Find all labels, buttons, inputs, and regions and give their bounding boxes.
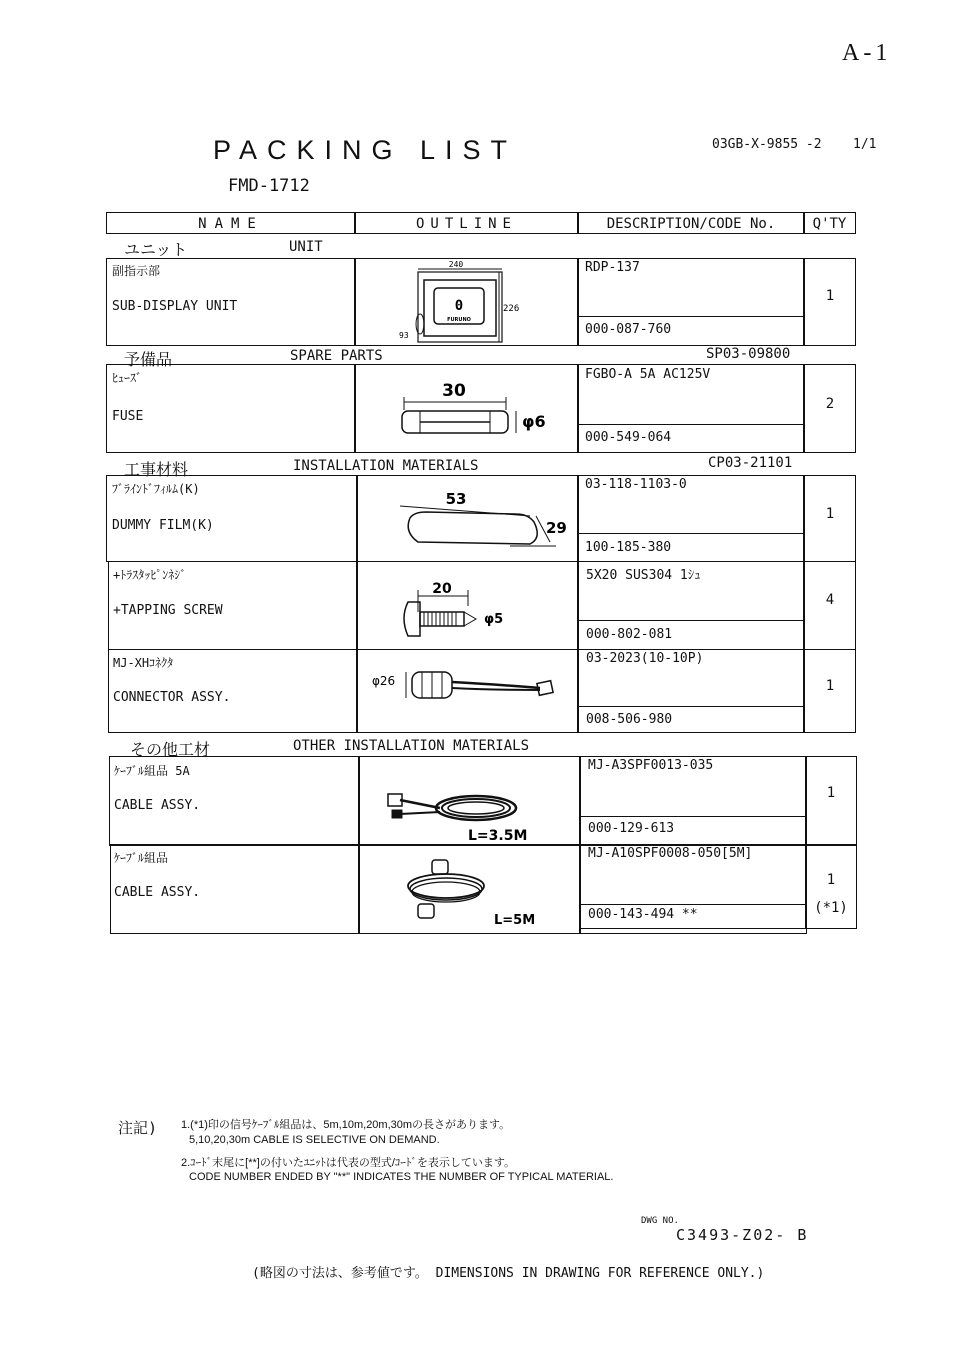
item-en-name: SUB-DISPLAY UNIT [112, 299, 238, 314]
section-other-en: OTHER INSTALLATION MATERIALS [293, 738, 530, 754]
film-height-dim: 29 [546, 519, 567, 537]
item-description: FGBO-A 5A AC125V [585, 367, 711, 382]
item-quantity: 1 [826, 872, 836, 888]
tapping-screw-drawing [396, 576, 526, 644]
section-spare-jp: 予備品 [124, 350, 173, 369]
document-number: 03GB-X-9855 -2 [712, 137, 822, 152]
item-jp-name: +ﾄﾗｽﾀｯﾋﾟﾝﾈｼﾞ [113, 568, 187, 582]
cable2-length-dim: L=5M [494, 913, 536, 928]
section-spare-en: SPARE PARTS [290, 348, 383, 364]
item-jp-name: ﾋｭｰｽﾞ [112, 371, 143, 385]
section-install-jp: 工事材料 [124, 460, 189, 479]
page-number: A-1 [842, 40, 892, 66]
item-code: 100-185-380 [585, 540, 672, 555]
screw-diameter-dim: φ5 [484, 612, 504, 627]
cable-assy-drawing [380, 778, 540, 842]
item-description: MJ-A3SPF0013-035 [588, 758, 714, 773]
dummy-film-drawing [390, 488, 570, 552]
header-quantity: Q'TY [803, 212, 856, 234]
item-code: 000-549-064 [585, 430, 672, 445]
drawing-number: C3493-Z02- B [676, 1226, 809, 1244]
page-title: PACKING LIST [213, 135, 518, 165]
header-name: NAME [106, 212, 356, 234]
item-description: 03-118-1103-0 [585, 477, 687, 492]
svg-text:0: 0 [454, 298, 464, 314]
section-install-en: INSTALLATION MATERIALS [293, 458, 479, 474]
section-unit-jp: ユニット [124, 240, 188, 259]
notes-label: 注記) [118, 1119, 158, 1137]
section-spare-code: SP03-09800 [706, 346, 791, 362]
item-code: 008-506-980 [586, 712, 673, 727]
item-quantity-note: (*1) [814, 900, 848, 916]
screw-length-dim: 20 [432, 581, 452, 597]
drawing-number-label: DWG NO. [641, 1216, 679, 1226]
item-code: 000-143-494 ** [588, 907, 698, 922]
item-quantity: 4 [825, 592, 835, 608]
footer-reference-note: (略図の寸法は、参考値です。 DIMENSIONS IN DRAWING FOR REFERENCE ONLY.) [252, 1266, 765, 1281]
sheet-number: 1/1 [853, 137, 877, 152]
item-en-name: DUMMY FILM(K) [112, 518, 214, 533]
item-jp-name: MJ-XHｺﾈｸﾀ [113, 656, 174, 670]
unit-logo: FURUNO [447, 317, 471, 323]
cable1-length-dim: L=3.5M [468, 828, 528, 842]
item-description: 5X20 SUS304 1ｼｭ [586, 568, 701, 583]
connector-assy-drawing [370, 664, 570, 712]
section-unit-en: UNIT [289, 239, 323, 255]
fuse-length-dim: 30 [442, 381, 466, 401]
item-description: MJ-A10SPF0008-050[5M] [588, 846, 753, 861]
fuse-diameter-dim: φ6 [522, 412, 546, 431]
item-en-name: CONNECTOR ASSY. [113, 690, 231, 705]
unit-height-dim: 226 [503, 304, 520, 314]
cable-assy-5m-drawing [396, 856, 536, 928]
item-en-name: +TAPPING SCREW [113, 603, 223, 618]
item-jp-name: ｹｰﾌﾞﾙ組品 [114, 851, 169, 865]
item-en-name: FUSE [112, 409, 144, 424]
item-quantity: 1 [826, 785, 836, 801]
item-en-name: CABLE ASSY. [114, 885, 201, 900]
note-2-en: CODE NUMBER ENDED BY "**" INDICATES THE NUMBER OF TYPICAL MATERIAL. [189, 1171, 614, 1183]
model-number: FMD-1712 [228, 176, 310, 196]
item-jp-name: ﾌﾞﾗｲﾝﾄﾞﾌｨﾙﾑ(K) [112, 482, 200, 496]
item-description: RDP-137 [585, 260, 640, 275]
unit-depth-dim: 93 [399, 331, 409, 340]
section-other-jp: その他工材 [130, 740, 211, 759]
header-outline: OUTLINE [354, 212, 579, 234]
fuse-drawing [390, 378, 560, 442]
item-description: 03-2023(10-10P) [586, 651, 704, 666]
item-quantity: 1 [825, 506, 835, 522]
section-install-code: CP03-21101 [708, 455, 793, 471]
item-jp-name: 副指示部 [112, 264, 161, 278]
item-code: 000-129-613 [588, 821, 675, 836]
connector-diameter-dim: φ26 [372, 674, 396, 688]
item-quantity: 2 [825, 396, 835, 412]
item-jp-name: ｹｰﾌﾞﾙ組品 5A [114, 764, 190, 778]
item-code: 000-087-760 [585, 322, 672, 337]
item-quantity: 1 [825, 288, 835, 304]
item-name-cell [106, 364, 356, 453]
item-code: 000-802-081 [586, 627, 673, 642]
note-1-jp: 1.(*1)印の信号ｹｰﾌﾞﾙ組品は、5m,10m,20m,30mの長さがあります。 [181, 1119, 511, 1131]
item-qty-cell [805, 756, 857, 846]
item-quantity: 1 [825, 678, 835, 694]
unit-width-dim: 240 [448, 260, 464, 269]
item-en-name: CABLE ASSY. [114, 798, 201, 813]
note-2-jp: 2.ｺｰﾄﾞ末尾に[**]の付いたﾕﾆｯﾄは代表の型式/ｺｰﾄﾞを表示しています。 [181, 1157, 516, 1169]
note-1-en: 5,10,20,30m CABLE IS SELECTIVE ON DEMAND. [189, 1134, 440, 1146]
header-description: DESCRIPTION/CODE No. [577, 212, 805, 234]
sub-display-unit-drawing [380, 258, 550, 344]
film-width-dim: 53 [445, 490, 467, 508]
